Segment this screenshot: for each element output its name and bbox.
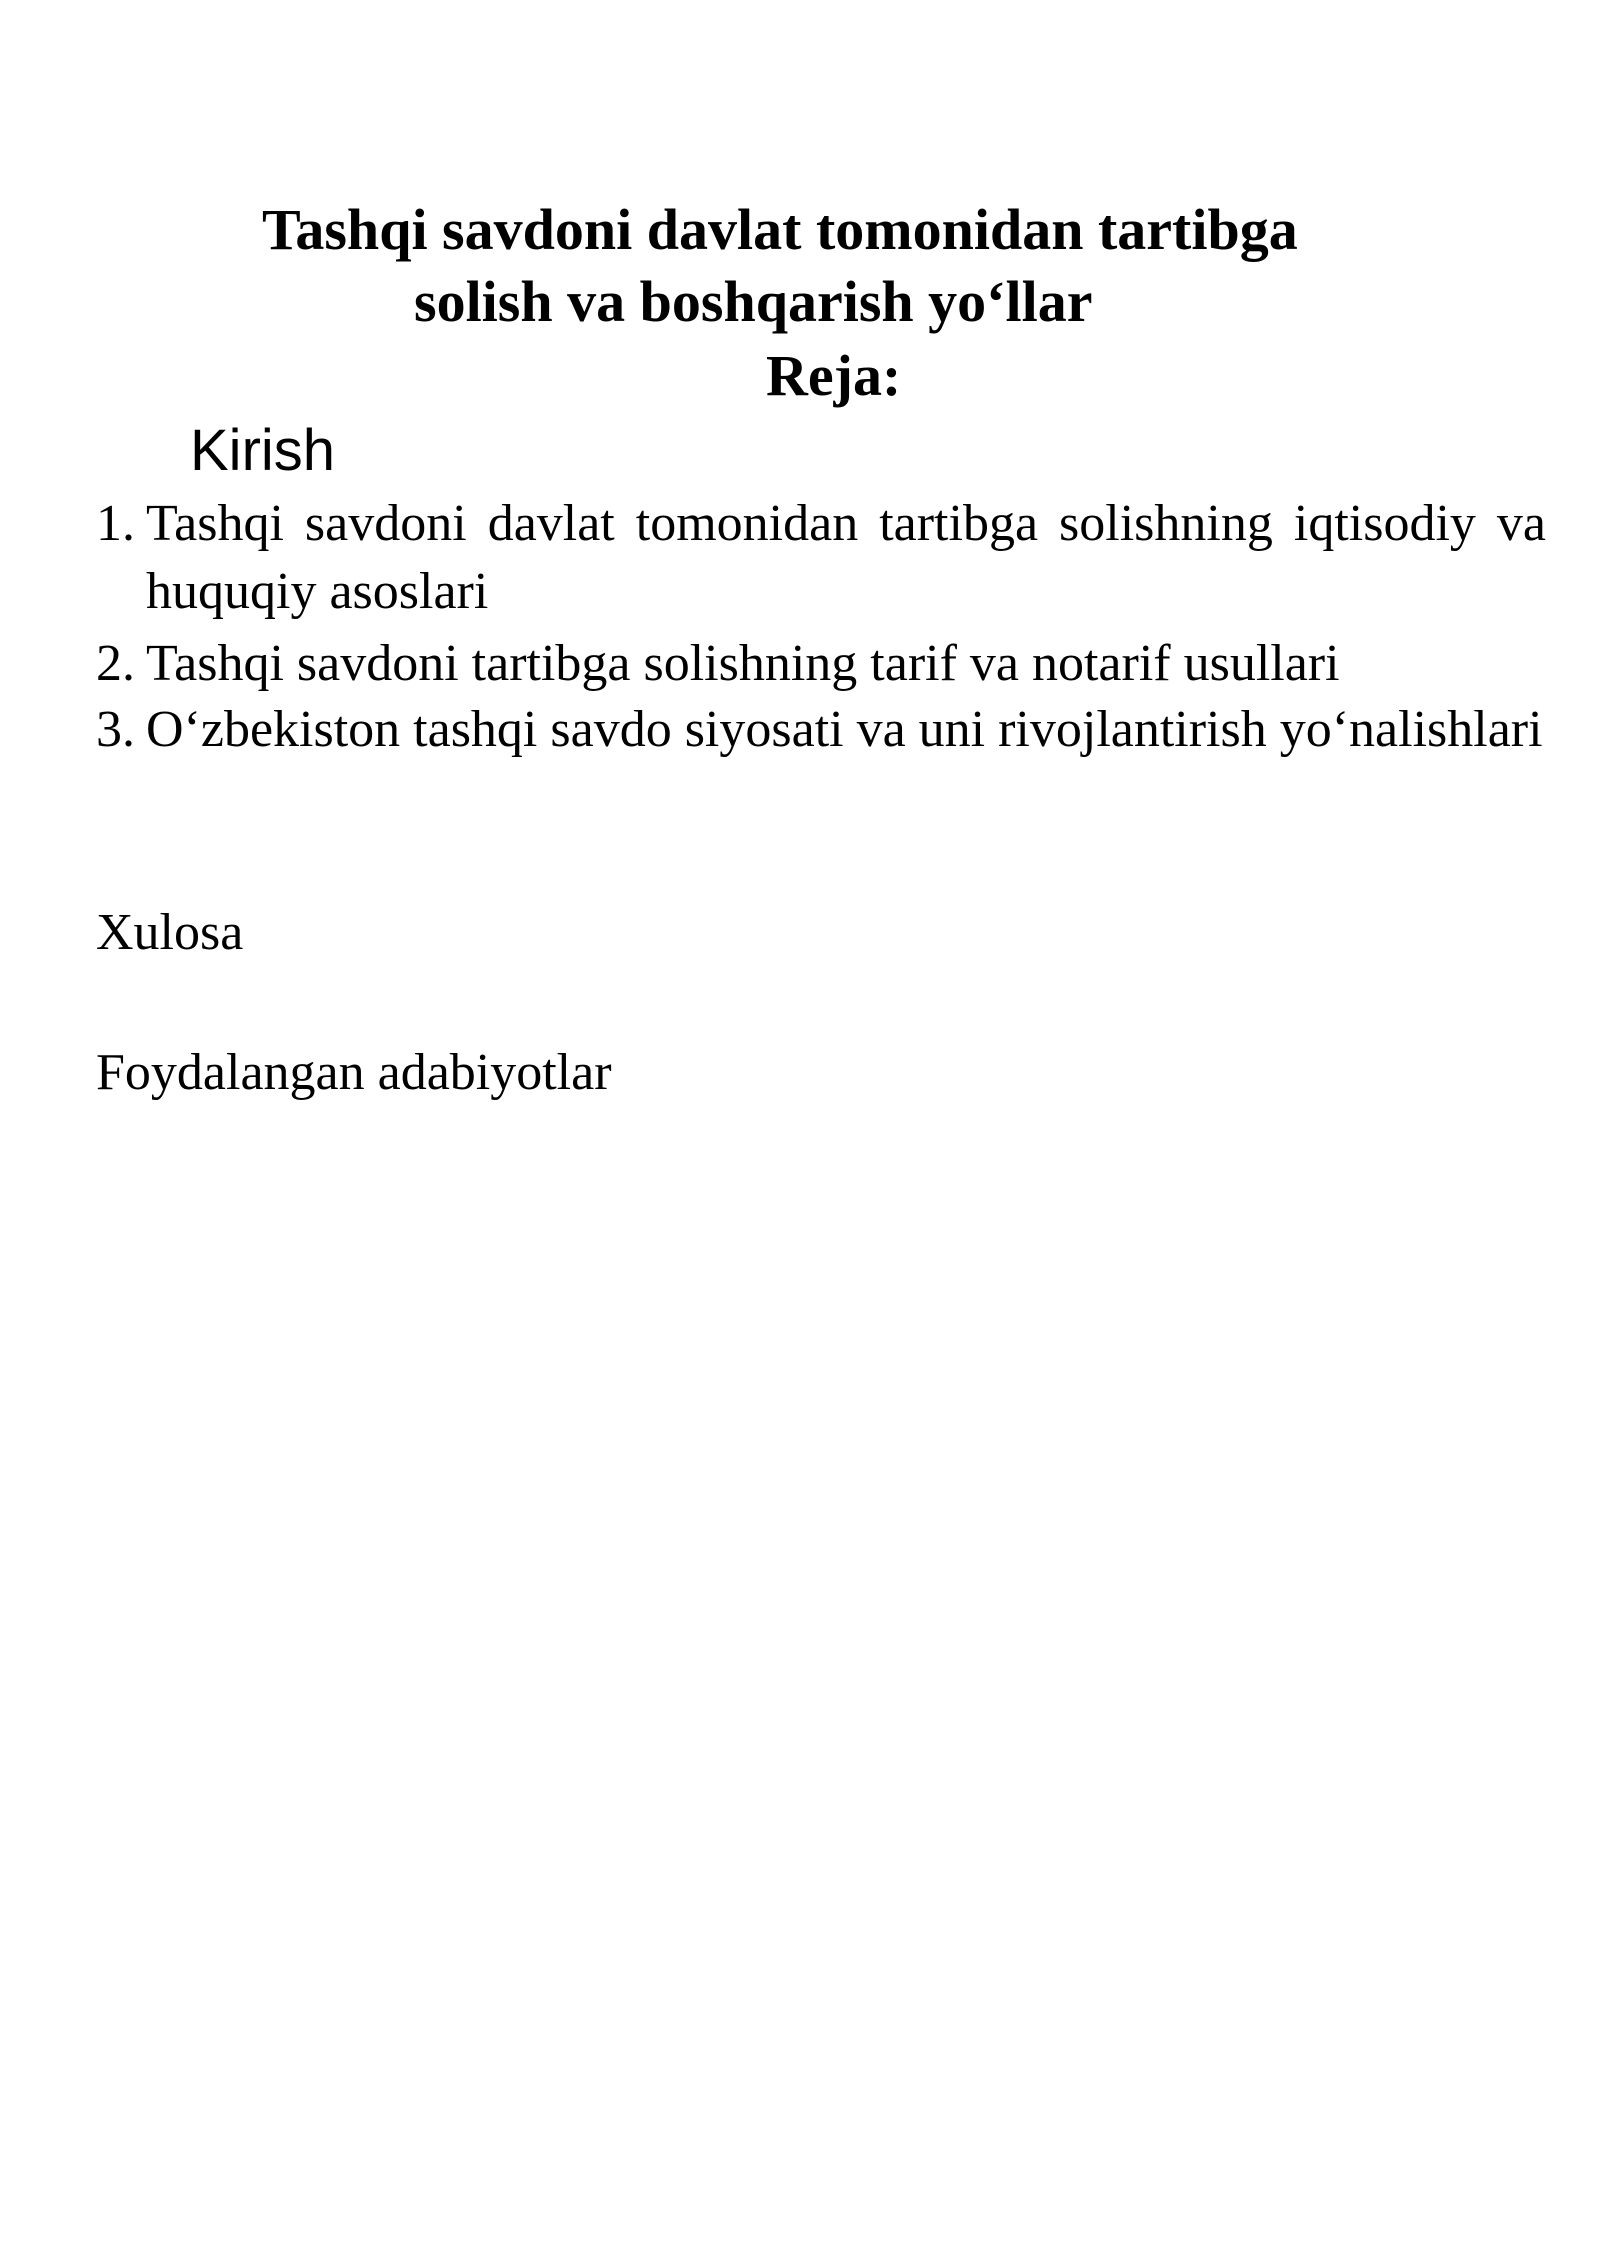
list-item-number: 2. <box>96 635 135 692</box>
list-item-text: O‘zbekiston tashqi savdo siyosati va uni rivojlantirish yo‘nalishlari <box>146 701 1543 758</box>
list-item-number: 1. <box>96 495 135 552</box>
list-item <box>96 696 1543 832</box>
list-item-text: Tashqi savdoni davlat tomonidan tartibga solishning iqtisodiy va huquqiy asoslari <box>146 495 1546 620</box>
plan-heading: Reja: <box>766 343 902 408</box>
list-item <box>96 490 1546 626</box>
conclusion-label: Xulosa <box>96 904 244 961</box>
list-item-text: Tashqi savdoni tartibga solishning tarif va notarif usullari <box>146 635 1340 692</box>
document-title-line-1: Tashqi savdoni davlat tomonidan tartibga <box>262 197 1298 262</box>
intro-label: Kirish <box>190 418 336 483</box>
document-title-line-2: solish va boshqarish yo‘llar <box>414 269 1093 334</box>
references-label: Foydalangan adabiyotlar <box>96 1044 612 1101</box>
list-item <box>96 630 1496 698</box>
list-item-number: 3. <box>96 701 135 758</box>
